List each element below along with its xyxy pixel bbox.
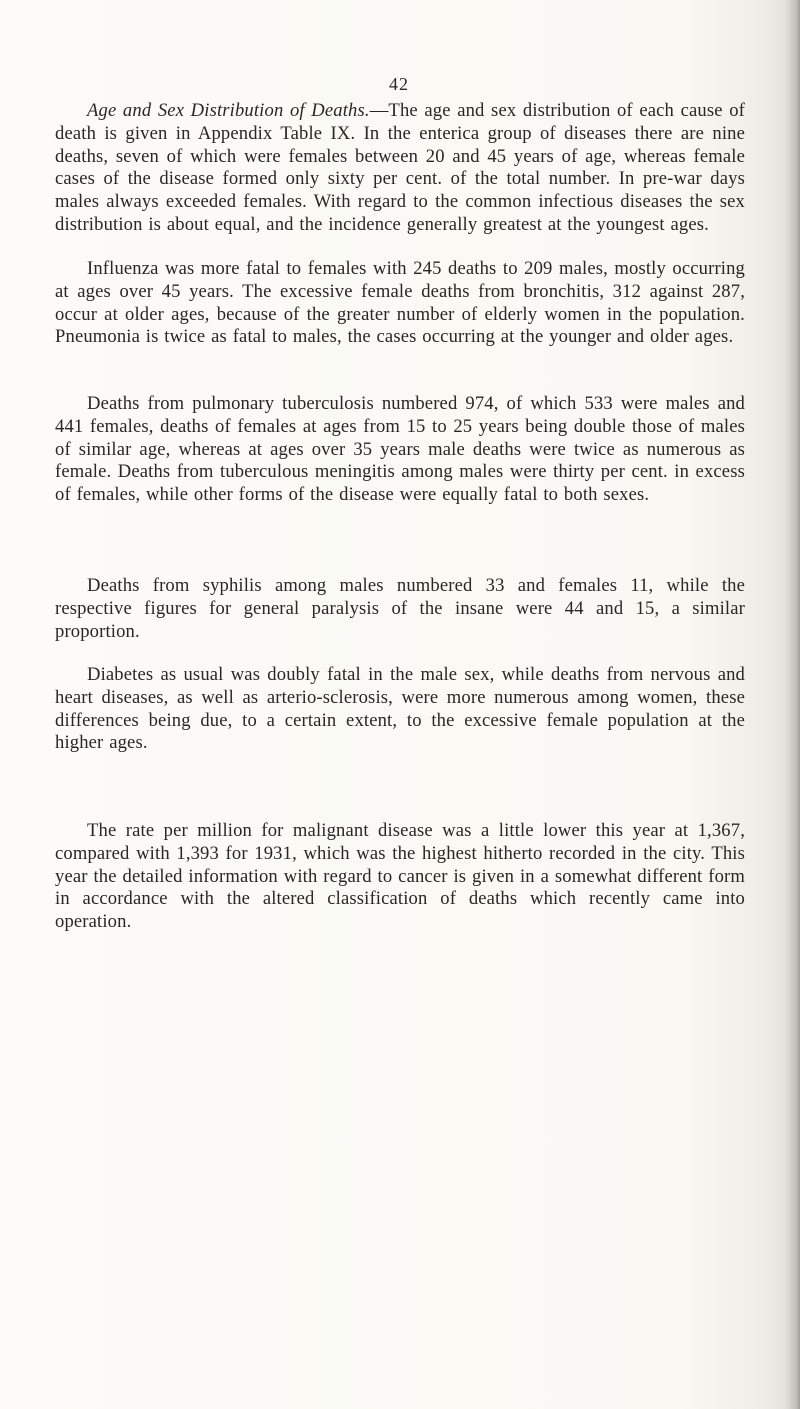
paragraph-age-sex-distribution <box>55 100 745 237</box>
paragraph-diabetes: Diabetes as usual was doubly fatal in the male sex, while deaths from nervous and heart diseases, as well as arterio-sclerosis, were more numerous among women, these differences being due, to a certain extent, to the excessive female population at the higher ages. <box>55 664 745 754</box>
paragraph-heading: Age and Sex Distribution of Deaths. <box>87 100 370 121</box>
paragraph-malignant-disease: The rate per million for malignant disease was a little lower this year at 1,367, compared with 1,393 for 1931, which was the highest hitherto recorded in the city. This year the detailed information with regard to cancer is given in a somewhat different form in accordance with the altered classification of deaths which recently came into operation. <box>55 820 745 933</box>
page-edge-shadow <box>786 0 800 1409</box>
paragraph-syphilis: Deaths from syphilis among males numbered 33 and females 11, while the respective figures for general paralysis of the insane were 44 and 15, a similar proportion. <box>55 575 745 642</box>
paragraph-tuberculosis: Deaths from pulmonary tuberculosis numbered 974, of which 533 were males and 441 females, deaths of females at ages from 15 to 25 years being double those of males of similar age, whereas at ages over 35 years male deaths were twice as numerous as female. Deaths from tuberculous meningitis among males were thirty per cent. in excess of females, while other forms of the disease were equally fatal to both sexes. <box>55 393 745 506</box>
page-number: 42 <box>389 74 409 94</box>
paragraph-influenza: Influenza was more fatal to females with 245 deaths to 209 males, mostly occurring at ages over 45 years. The excessive female deaths from bronchitis, 312 against 287, occur at older ages, because of the greater number of elderly women in the population. Pneumonia is twice as fatal to males, the cases occurring at the younger and older ages. <box>55 258 745 348</box>
paragraph-body: —The age and sex distribution of each cause of death is given in Appendix Table IX. In the enterica group of diseases there are nine deaths, seven of which were females between 20 and 45 years of age, whereas female cases of the disease formed only sixty per cent. of the total number. In pre-war days males always exceeded females. With regard to the common infectious diseases the sex distribution is about equal, and the incidence generally greatest at the youngest ages. <box>55 100 745 235</box>
